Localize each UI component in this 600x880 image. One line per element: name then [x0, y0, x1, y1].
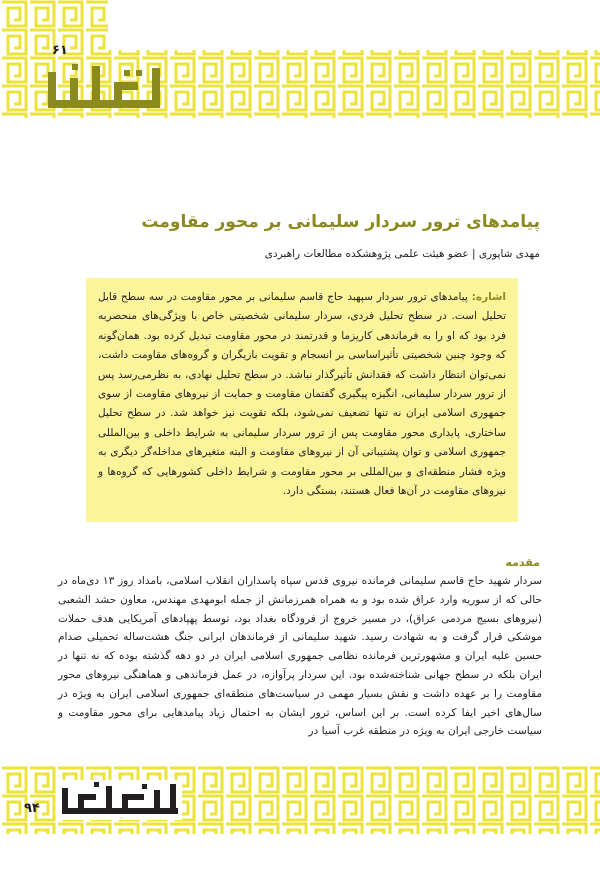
footer-whitespace	[0, 834, 600, 880]
section-logo-tahlil	[44, 62, 164, 112]
intro-heading: مقدمه	[505, 556, 540, 569]
header-whitespace	[108, 0, 600, 50]
journal-logo-didehban	[58, 780, 182, 820]
issue-number: ۹۴	[24, 801, 40, 816]
article-title: پیامدهای ترور سردار سلیمانی بر محور مقاومت	[141, 212, 540, 232]
abstract-box	[86, 278, 518, 522]
author-line: مهدی شاپوری | عضو هیئت علمی پژوهشکده مطالعات راهبردی	[264, 248, 540, 260]
intro-body: سردار شهید حاج قاسم سلیمانی فرمانده نیروی قدس سپاه پاسداران انقلاب اسلامی، بامداد روز ۱۳ دی‌ماه در حالی که از سوریه وارد عراق شده بود و به همراه همرزمانش از جمله ابومهدی مهندس، معاون حشد الشعبی (نیروهای بسیج مردمی عراق)، در مسیر خروج از فرودگاه بغداد بود، توسط پهپادهای آمریکایی هدف حملات موشکی قرار گرفت و به شهادت رسید. شهید سلیمانی از فرماندهان ایرانی جنگ هشت‌ساله تحمیلی صدام حسین علیه ایران و مشهورترین فرمانده نظامی جمهوری اسلامی ایران در دو دهه گذشته بوده که نه تنها در ایران بلکه در سطح جهانی شناخته‌شده بود. این سردار پرآوازه، در عمل فرماندهی و هماهنگی نیروهای محور مقاومت را بر عهده داشت و نقش بسیار مهمی در سیاست‌های منطقه‌ای جمهوری اسلامی ایران به ویژه در سال‌های اخیر ایفا کرده است. بر این اساس، ترور ایشان به احتمال زیاد پیامدهایی برای محور مقاومت و سیاست خارجی ایران به ویژه در منطقه غرب آسیا در	[58, 575, 543, 738]
journal-name: دیده‌بان	[120, 818, 124, 819]
abstract-text: پیامدهای ترور سردار سپهبد حاج قاسم سلیمانی بر محور مقاومت در سه سطح قابل تحلیل است. در سطح تحلیل فردی، سردار سلیمانی شخصیتی خاص با ویژگی‌های منحصربه فرد بود که او را به فرماندهی کاریزما و قدرتمند در محور مقاومت تبدیل کرده بود. همان‌گونه که وجود چنین شخصیتی تأثیراساسی بر انسجام و تقویت بازیگران و گروه‌های مقاومت داشت، نمی‌توان انتظار داشت که فقدانش تأثیرگذار نباشد. در سطح تحلیل نهادی، به نظرمی‌رسد پس از ترور سردار سلیمانی، انگیزه پیگیری گفتمان مقاومت و حمایت از نیروهای مقاومت از سوی جمهوری اسلامی ایران نه تنها تضعیف نمی‌شود، بلکه تقویت نیز خواهد شد. در سطح تحلیل ساختاری، پایداری محور مقاومت پس از ترور سردار سلیمانی به شرایط داخلی و بین‌المللی جمهوری اسلامی و توان پشتیبانی آن از نیروهای مقاومت و البته متغیرهای مداخله‌گر دیگری به ویژه فشار منطقه‌ای و بین‌المللی بر محور مقاومت و شرایط داخلی کشورهایی که گروه‌ها و نیروهای مقاومت در آن‌ها فعال هستند، بستگی دارد.	[98, 291, 506, 498]
abstract-label: اشاره:	[471, 291, 507, 303]
page-number: ۶۱	[52, 43, 68, 58]
